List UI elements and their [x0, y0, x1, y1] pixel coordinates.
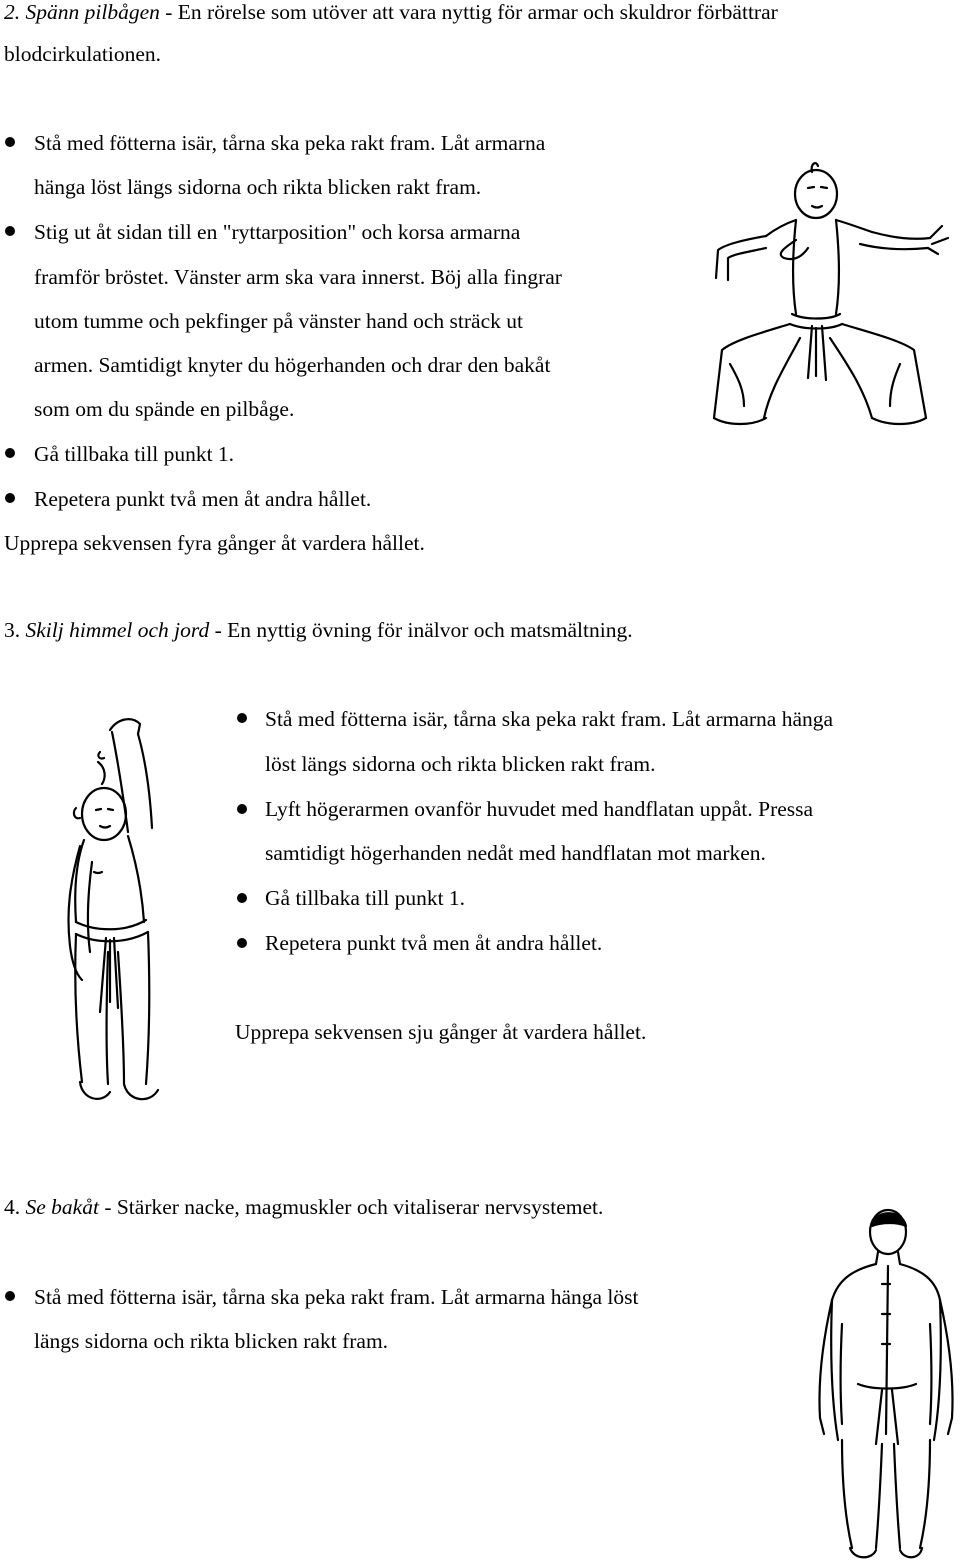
list-item-text: samtidigt högerhanden nedåt med handflatan mot marken. [265, 841, 766, 865]
section-2-heading [4, 2, 778, 24]
bullet-marker [5, 226, 15, 236]
section-4-title: Se bakåt [25, 1195, 99, 1219]
list-item-text: Stå med fötterna isär, tårna ska peka rakt fram. Låt armarna hänga [265, 707, 834, 731]
archer-pose-illustration [704, 128, 956, 434]
list-item-text: Stå med fötterna isär, tårna ska peka rakt fram. Låt armarna [34, 131, 546, 155]
list-item-text: Repetera punkt två men åt andra hållet. [34, 487, 372, 511]
list-item-text: armen. Samtidigt knyter du högerhanden och drar den bakåt [34, 353, 551, 377]
list-item-text: Stig ut åt sidan till en "ryttarposition" och korsa armarna [34, 220, 521, 244]
section-3-title: Skilj himmel och jord [25, 618, 210, 642]
bullet-marker [5, 1291, 15, 1301]
list-item-text: hänga löst längs sidorna och rikta blicken rakt fram. [34, 175, 482, 199]
list-item-text: Gå tillbaka till punkt 1. [265, 886, 466, 910]
section-2-title: 2. Spänn pilbågen [4, 0, 160, 24]
bullet-marker [5, 493, 15, 503]
arm-raise-illustration [66, 712, 196, 1116]
bullet-marker [5, 448, 15, 458]
section-3-heading: 3. Skilj himmel och jord - En nyttig övning för inälvor och matsmältning. [4, 618, 633, 642]
section-4-description: - Stärker nacke, magmuskler och vitaliserar nervsystemet. [98, 1195, 604, 1219]
list-item-text: längs sidorna och rikta blicken rakt fram. [34, 1329, 389, 1353]
list-item-text: utom tumme och pekfinger på vänster hand och sträck ut [34, 309, 523, 333]
bullet-marker [237, 938, 247, 948]
list-item-text: Stå med fötterna isär, tårna ska peka rakt fram. Låt armarna hänga löst [34, 1285, 639, 1309]
list-item-text: Repetera punkt två men åt andra hållet. [265, 931, 603, 955]
list-item-text: som om du spände en pilbåge. [34, 397, 295, 421]
section-2-description-cont: blodcirkulationen. [4, 42, 162, 66]
section-4-heading: 4. Se bakåt - Stärker nacke, magmuskler och vitaliserar nervsystemet. [4, 1195, 604, 1219]
list-item-text: Lyft högerarmen ovanför huvudet med handflatan uppåt. Pressa [265, 797, 814, 821]
list-item-text: löst längs sidorna och rikta blicken rakt fram. [265, 752, 656, 776]
section-2-description: - En rörelse som utöver att vara nyttig för armar och skuldror förbättrar [159, 0, 778, 24]
section-3-description: - En nyttig övning för inälvor och matsmältning. [209, 618, 633, 642]
repeat-instruction: Upprepa sekvensen fyra gånger åt vardera hållet. [4, 531, 425, 555]
bullet-marker [5, 137, 15, 147]
look-back-illustration [812, 1204, 958, 1564]
repeat-instruction: Upprepa sekvensen sju gånger åt vardera hållet. [235, 1020, 647, 1044]
list-item-text: framför bröstet. Vänster arm ska vara innerst. Böj alla fingrar [34, 265, 562, 289]
list-item-text: Gå tillbaka till punkt 1. [34, 442, 235, 466]
bullet-marker [237, 804, 247, 814]
bullet-marker [237, 713, 247, 723]
bullet-marker [237, 893, 247, 903]
